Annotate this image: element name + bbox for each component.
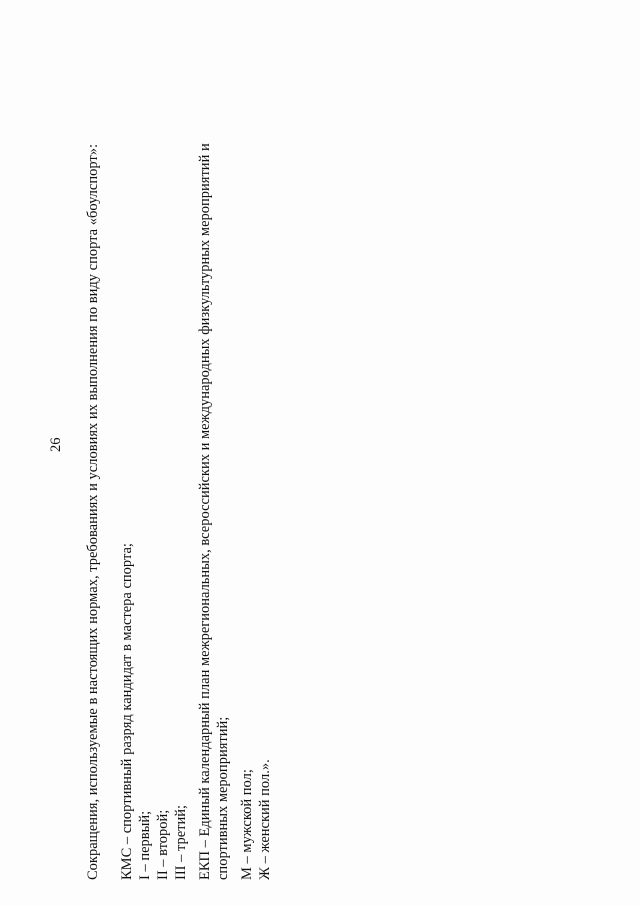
abbreviation-kms: КМС – спортивный разряд кандидат в мастера спорта; [119, 543, 135, 880]
abbreviation-third: III – третий; [173, 804, 189, 880]
abbreviation-ekp: ЕКП – Единый календарный план межрегиональных, всероссийских и международных физкультурных мероприятий и [197, 143, 213, 880]
abbreviation-female: Ж – женский пол.». [257, 759, 273, 880]
abbreviation-male: М – мужской пол; [239, 769, 255, 880]
abbreviation-ekp-continued: спортивных мероприятий; [215, 716, 231, 880]
page-number: 26 [48, 437, 64, 452]
abbreviations-heading: Сокращения, используемые в настоящих нормах, требованиях и условиях их выполнения по виду спорта «боулспорт»: [85, 143, 101, 880]
abbreviation-second: II – второй; [155, 809, 171, 880]
abbreviation-first: I – первый; [137, 810, 153, 880]
rotated-text-block [80, 80, 280, 880]
